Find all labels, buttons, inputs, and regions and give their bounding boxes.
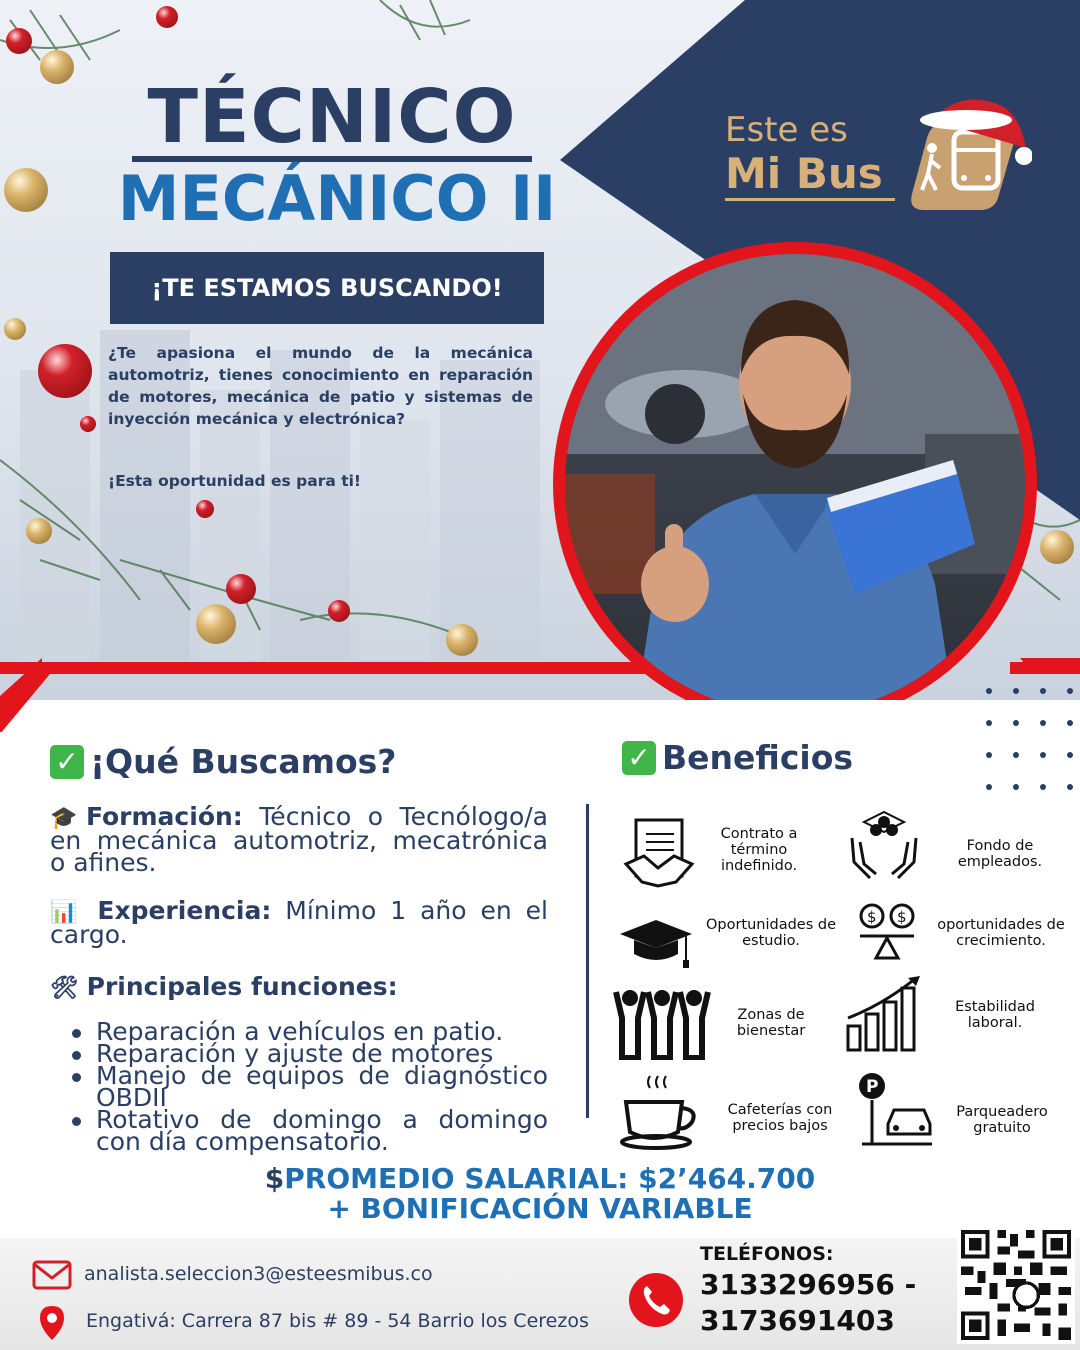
phones-label: TELÉFONOS: <box>700 1243 834 1265</box>
formation-label: Formación: <box>85 802 243 831</box>
svg-text:$: $ <box>897 908 907 926</box>
formation-item <box>50 802 548 877</box>
experience-item <box>50 896 548 949</box>
contact-address: Engativá: Carrera 87 bis # 89 - 54 Barrio los Cerezos <box>86 1310 589 1332</box>
contact-email[interactable]: analista.seleccion3@esteesmibus.co <box>84 1263 433 1285</box>
logo-underline <box>725 198 895 201</box>
mechanic-photo <box>565 254 1025 700</box>
people-cheering-icon <box>612 988 712 1060</box>
benefits-heading <box>622 738 853 777</box>
dollar-icon: $ <box>264 1162 285 1195</box>
red-band-top <box>0 662 650 674</box>
benefit-cafeteria: Cafeterías con precios bajos <box>727 1102 833 1134</box>
footer <box>0 1238 1080 1350</box>
benefit-study: Oportunidades de estudio. <box>705 917 837 949</box>
list-item: Manejo de equipos de diagnóstico OBDII <box>72 1065 548 1109</box>
salary-banner <box>0 1164 1080 1224</box>
graduation-cap-icon <box>618 916 694 972</box>
functions-label: Principales funciones: <box>86 972 398 1001</box>
salary-line1 <box>0 1164 1080 1194</box>
red-ornament <box>80 416 96 432</box>
job-title-line2: MECÁNICO II <box>117 162 557 235</box>
red-ornament <box>38 344 92 398</box>
experience-label: Experiencia: <box>97 896 272 925</box>
red-band-right <box>1010 662 1080 674</box>
salary-amount: PROMEDIO SALARIAL: $2’464.700 <box>284 1162 816 1195</box>
red-ornament <box>328 600 350 622</box>
coins-scale-icon <box>856 902 918 962</box>
benefits-title: Beneficios <box>662 738 854 777</box>
bar-chart-icon: 📊 <box>50 900 84 925</box>
gold-ornament <box>4 168 48 212</box>
intro-paragraph: ¿Te apasiona el mundo de la mecánica automotriz, tienes conocimiento en reparación de motores, mecánica de patio y sistemas de inyección mecánica y electrónica? <box>108 344 533 428</box>
benefit-wellness: Zonas de bienestar <box>736 1007 806 1039</box>
graduation-cap-icon: 🎓 <box>50 806 86 831</box>
growth-bars-icon <box>844 974 924 1052</box>
red-band-corner <box>0 662 60 732</box>
check-icon: ✓ <box>622 741 656 775</box>
benefit-growth: oportunidades de crecimiento. <box>937 917 1065 949</box>
red-ornament <box>196 500 214 518</box>
svg-text:$: $ <box>867 908 877 926</box>
mail-icon <box>32 1260 72 1290</box>
experience-value: Mínimo 1 año en el cargo. <box>50 896 548 949</box>
list-item: Reparación a vehículos en patio. <box>72 1021 548 1043</box>
gold-ornament <box>40 50 74 84</box>
column-divider <box>586 804 589 1118</box>
gold-ornament <box>196 604 236 644</box>
phone-number-1[interactable]: 3133296956 - <box>700 1268 917 1301</box>
red-ornament <box>226 574 256 604</box>
benefit-employee-fund: Fondo de empleados. <box>957 838 1043 870</box>
functions-list <box>50 1017 548 1156</box>
gold-ornament <box>26 518 52 544</box>
location-pin-icon <box>38 1304 66 1342</box>
benefit-parking: Parqueadero gratuito <box>956 1104 1048 1136</box>
gold-ornament <box>4 318 26 340</box>
contract-handshake-icon <box>622 816 696 890</box>
requirements-heading <box>50 742 396 781</box>
tools-icon: 🛠 <box>50 976 78 1001</box>
requirements-list <box>50 802 548 1156</box>
benefit-stability: Estabilidad laboral. <box>955 999 1035 1031</box>
functions-heading <box>50 972 548 1001</box>
phone-icon <box>628 1272 684 1328</box>
whatsapp-qr-code[interactable] <box>957 1226 1075 1344</box>
hands-people-icon <box>846 808 922 884</box>
intro-callout: ¡Esta oportunidad es para ti! <box>108 472 362 490</box>
parking-car-icon <box>854 1072 934 1150</box>
logo-text-line1: Este es <box>725 110 848 150</box>
phone-number-2[interactable]: 3173691403 <box>700 1304 895 1337</box>
salary-bonus: + BONIFICACIÓN VARIABLE <box>327 1192 753 1225</box>
requirements-title: ¡Qué Buscamos? <box>90 742 397 781</box>
list-item: Reparación y ajuste de motores <box>72 1043 548 1065</box>
red-ornament <box>6 28 32 54</box>
job-title-line1: TÉCNICO <box>132 78 532 162</box>
benefit-contract: Contrato a término indefinido. <box>720 826 798 874</box>
check-icon: ✓ <box>50 745 84 779</box>
red-ornament <box>156 6 178 28</box>
svg-text:P: P <box>866 1077 879 1097</box>
list-item: Rotativo de domingo a domingo con día compensatorio. <box>72 1109 548 1153</box>
cta-banner: ¡TE ESTAMOS BUSCANDO! <box>110 252 544 324</box>
formation-value: Técnico o Tecnólogo/a en mecánica automotriz, mecatrónica o afines. <box>50 802 548 877</box>
mechanic-illustration <box>565 254 1025 700</box>
coffee-cup-icon <box>620 1072 700 1152</box>
gold-ornament <box>1040 530 1074 564</box>
logo-text-line2: Mi Bus <box>725 149 883 198</box>
bus-pedestrian-icon <box>902 98 1032 218</box>
